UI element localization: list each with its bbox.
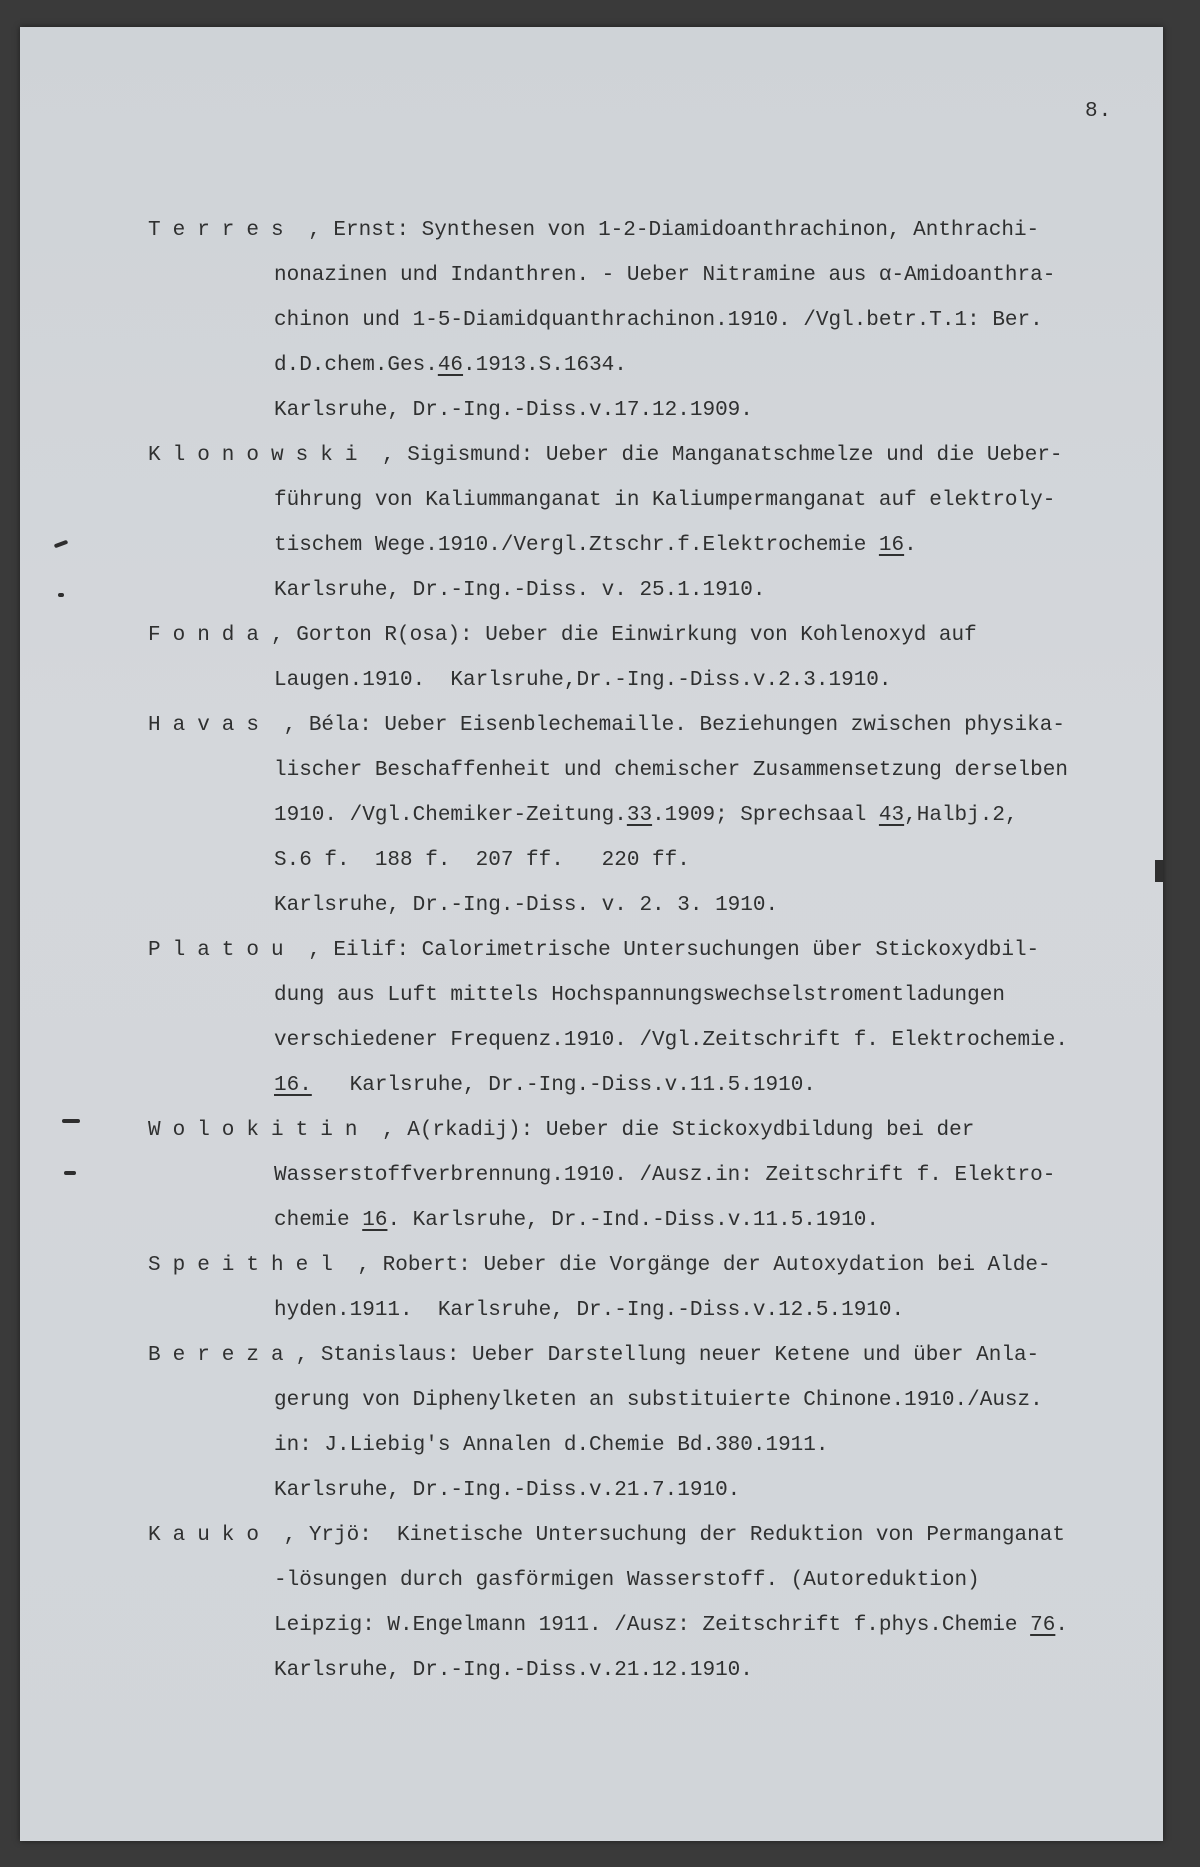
author-surname: Platou: [148, 939, 296, 962]
entry-text: verschiedener Frequenz.1910. /Vgl.Zeitschrift f. Elektrochemie.: [274, 1029, 1068, 1052]
entry-text: .: [1055, 1614, 1068, 1637]
entry-text: Karlsruhe, Dr.-Ing.-Diss.v.11.5.1910.: [311, 1074, 816, 1097]
entry-text: dung aus Luft mittels Hochspannungswechselstromentladungen: [274, 984, 1005, 1007]
entry-text: chinon und 1-5-Diamidquanthrachinon.1910. /Vgl.betr.T.1: Ber.: [274, 309, 1043, 332]
bibliography-entry: [148, 703, 1168, 928]
volume-number: 43: [878, 804, 905, 827]
bibliography-entry: [148, 208, 1168, 433]
volume-number: 16: [878, 534, 905, 557]
entry-text-line: [148, 658, 1168, 703]
entry-text: lischer Beschaffenheit und chemischer Zusammensetzung derselben: [274, 759, 1068, 782]
entry-text: hyden.1911. Karlsruhe, Dr.-Ing.-Diss.v.12.5.1910.: [274, 1299, 905, 1322]
entry-text: tischem Wege.1910./Vergl.Ztschr.f.Elektrochemie: [274, 534, 879, 557]
entry-text: , Stanislaus: Ueber Darstellung neuer Ketene und über Anla-: [295, 1344, 1040, 1367]
margin-tick-mark: [58, 593, 64, 597]
entry-text-line: [148, 748, 1168, 793]
margin-tick-mark: [64, 1171, 76, 1175]
entry-text-line: [148, 343, 1168, 388]
entry-heading-line: [148, 1108, 1168, 1153]
entry-text-line: [148, 478, 1168, 523]
entry-text: Karlsruhe, Dr.-Ing.-Diss. v. 25.1.1910.: [274, 579, 766, 602]
entry-text-line: [148, 1198, 1168, 1243]
volume-number: 33: [626, 804, 653, 827]
entry-text-line: [148, 388, 1168, 433]
bibliography-list: [148, 208, 1168, 1693]
page-number: 8.: [1085, 100, 1113, 123]
entry-text: , Béla: Ueber Eisenblechemaille. Beziehungen zwischen physika-: [271, 714, 1065, 737]
entry-heading-line: [148, 433, 1168, 478]
entry-heading-line: [148, 1243, 1168, 1288]
entry-text-line: [148, 1378, 1168, 1423]
entry-text: .1913.S.1634.: [463, 354, 627, 377]
volume-number: 46: [437, 354, 464, 377]
entry-text: .: [904, 534, 917, 557]
author-surname: Klonowski: [148, 444, 370, 467]
author-surname: Wolokitin: [148, 1119, 370, 1142]
entry-text-line: [148, 1063, 1168, 1108]
entry-text: d.D.chem.Ges.: [274, 354, 438, 377]
entry-text-line: [148, 793, 1168, 838]
bibliography-entry: [148, 613, 1168, 703]
entry-text: , Sigismund: Ueber die Manganatschmelze und die Ueber-: [369, 444, 1063, 467]
entry-heading-line: [148, 1333, 1168, 1378]
author-surname: Bereza: [148, 1344, 296, 1367]
entry-text-line: [148, 1153, 1168, 1198]
entry-text: in: J.Liebig's Annalen d.Chemie Bd.380.1911.: [274, 1434, 829, 1457]
entry-text-line: [148, 1018, 1168, 1063]
entry-heading-line: [148, 613, 1168, 658]
entry-text: -lösungen durch gasförmigen Wasserstoff. (Autoreduktion): [274, 1569, 980, 1592]
entry-text: Leipzig: W.Engelmann 1911. /Ausz: Zeitschrift f.phys.Chemie: [274, 1614, 1031, 1637]
volume-number: 76: [1030, 1614, 1056, 1637]
entry-text: , Robert: Ueber die Vorgänge der Autoxydation bei Alde-: [344, 1254, 1051, 1277]
entry-text-line: [148, 523, 1168, 568]
entry-text: , A(rkadij): Ueber die Stickoxydbildung bei der: [369, 1119, 975, 1142]
entry-text-line: [148, 973, 1168, 1018]
entry-text: S.6 f. 188 f. 207 ff. 220 ff.: [274, 849, 690, 872]
entry-text: Karlsruhe, Dr.-Ing.-Diss.v.21.7.1910.: [274, 1479, 741, 1502]
entry-text-line: [148, 1648, 1168, 1693]
margin-tick-mark: [62, 1119, 80, 1123]
entry-text-line: [148, 298, 1168, 343]
entry-text: .1909; Sprechsaal: [652, 804, 879, 827]
entry-text-line: [148, 1288, 1168, 1333]
entry-text: , Eilif: Calorimetrische Untersuchungen über Stickoxydbil-: [295, 939, 1040, 962]
entry-text-line: [148, 883, 1168, 928]
bibliography-entry: [148, 1513, 1168, 1693]
entry-text-line: [148, 1603, 1168, 1648]
entry-text: Karlsruhe, Dr.-Ing.-Diss.v.17.12.1909.: [274, 399, 753, 422]
entry-text: chemie: [274, 1209, 363, 1232]
entry-text: führung von Kaliummanganat in Kaliumpermanganat auf elektroly-: [274, 489, 1056, 512]
entry-text-line: [148, 1468, 1168, 1513]
entry-text: 1910. /Vgl.Chemiker-Zeitung.: [274, 804, 627, 827]
bibliography-entry: [148, 1333, 1168, 1513]
entry-text-line: [148, 253, 1168, 298]
author-surname: Speithel: [148, 1254, 345, 1277]
entry-text: , Yrjö: Kinetische Untersuchung der Reduktion von Permanganat: [271, 1524, 1065, 1547]
author-surname: Terres: [148, 219, 296, 242]
entry-heading-line: [148, 208, 1168, 253]
entry-text: , Gorton R(osa): Ueber die Einwirkung von Kohlenoxyd auf: [271, 624, 977, 647]
entry-heading-line: [148, 928, 1168, 973]
entry-text: nonazinen und Indanthren. - Ueber Nitramine aus α-Amidoanthra-: [274, 264, 1056, 287]
entry-text-line: [148, 1423, 1168, 1468]
bibliography-entry: [148, 1108, 1168, 1243]
entry-heading-line: [148, 1513, 1168, 1558]
entry-text: Laugen.1910. Karlsruhe,Dr.-Ing.-Diss.v.2.3.1910.: [274, 669, 892, 692]
entry-text-line: [148, 1558, 1168, 1603]
entry-text-line: [148, 568, 1168, 613]
entry-text: Karlsruhe, Dr.-Ing.-Diss. v. 2. 3. 1910.: [274, 894, 779, 917]
author-surname: Fonda: [148, 624, 272, 647]
entry-text: , Ernst: Synthesen von 1-2-Diamidoanthrachinon, Anthrachi-: [295, 219, 1040, 242]
entry-text-line: [148, 838, 1168, 883]
entry-heading-line: [148, 703, 1168, 748]
author-surname: Havas: [148, 714, 272, 737]
bibliography-entry: [148, 1243, 1168, 1333]
entry-text: . Karlsruhe, Dr.-Ind.-Diss.v.11.5.1910.: [387, 1209, 879, 1232]
author-surname: Kauko: [148, 1524, 272, 1547]
entry-text: gerung von Diphenylketen an substituierte Chinone.1910./Ausz.: [274, 1389, 1043, 1412]
bibliography-entry: [148, 433, 1168, 613]
volume-number: 16: [362, 1209, 388, 1232]
entry-text: ,Halbj.2,: [904, 804, 1018, 827]
entry-text: Wasserstoffverbrennung.1910. /Ausz.in: Zeitschrift f. Elektro-: [274, 1164, 1056, 1187]
volume-number: 16.: [274, 1074, 312, 1097]
entry-text: Karlsruhe, Dr.-Ing.-Diss.v.21.12.1910.: [274, 1659, 753, 1682]
bibliography-entry: [148, 928, 1168, 1108]
